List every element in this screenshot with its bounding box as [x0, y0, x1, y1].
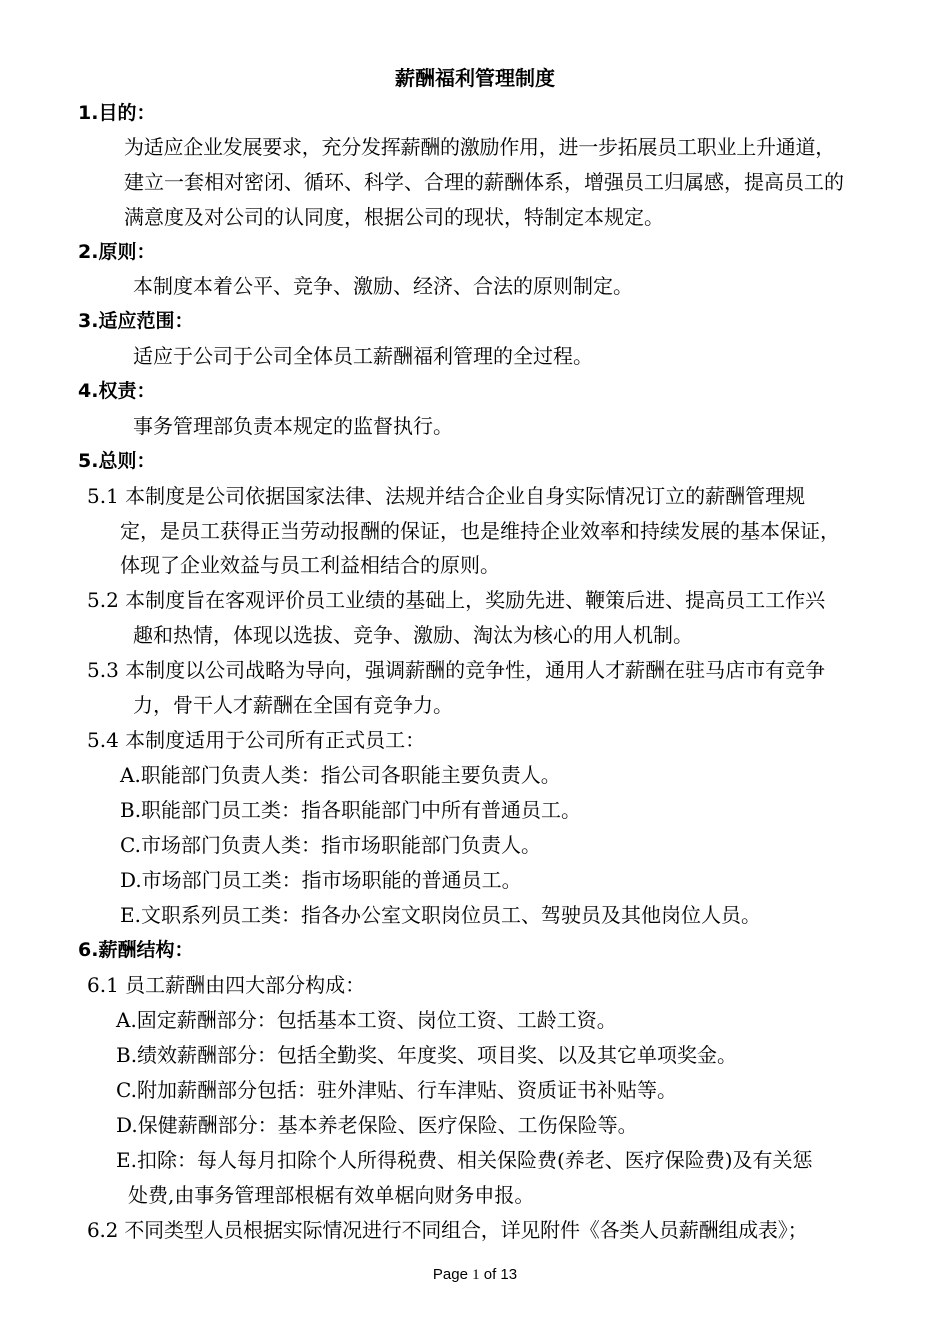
section-4-heading: 4.权责：	[78, 380, 156, 402]
section-6-line-7: 处费,由事务管理部根椐有效单椐向财务申报。	[128, 1183, 535, 1207]
section-5-line-8: 5.4 本制度适用于公司所有正式员工：	[87, 728, 426, 752]
section-5-line-10: B.职能部门员工类：指各职能部门中所有普通员工。	[120, 798, 582, 822]
section-5-line-2: 定，是员工获得正当劳动报酬的保证，也是维持企业效率和持续发展的基本保证，	[120, 519, 840, 543]
section-5-line-13: E.文职系列员工类：指各办公室文职岗位员工、驾驶员及其他岗位人员。	[120, 903, 761, 927]
page-number: 1	[472, 1267, 480, 1283]
section-6-line-5: D.保健薪酬部分：基本养老保险、医疗保险、工伤保险等。	[116, 1113, 638, 1137]
section-1-line-2: 建立一套相对密闭、循环、科学、合理的薪酬体系，增强员工归属感，提高员工的	[124, 170, 844, 194]
section-6-line-8: 6.2 不同类型人员根据实际情况进行不同组合，详见附件《各类人员薪酬组成表》；	[87, 1218, 808, 1242]
footer-suffix: of 13	[479, 1266, 518, 1283]
section-5-line-4: 5.2 本制度旨在客观评价员工业绩的基础上，奖励先进、鞭策后进、提高员工工作兴	[87, 588, 826, 612]
section-6-line-2: A.固定薪酬部分：包括基本工资、岗位工资、工龄工资。	[116, 1008, 617, 1032]
section-6-line-4: C.附加薪酬部分包括：驻外津贴、行车津贴、资质证书补贴等。	[116, 1078, 677, 1102]
section-5-line-9: A.职能部门负责人类：指公司各职能主要负责人。	[120, 763, 561, 787]
section-2-heading: 2.原则：	[78, 241, 156, 263]
section-2-line-1: 本制度本着公平、竞争、激励、经济、合法的原则制定。	[133, 274, 633, 298]
section-5-line-1: 5.1 本制度是公司依据国家法律、法规并结合企业自身实际情况订立的薪酬管理规	[87, 484, 806, 508]
section-5-heading: 5.总则：	[78, 450, 156, 472]
section-3-line-1: 适应于公司于公司全体员工薪酬福利管理的全过程。	[133, 344, 593, 368]
section-6-line-3: B.绩效薪酬部分：包括全勤奖、年度奖、项目奖、以及其它单项奖金。	[116, 1043, 738, 1067]
section-4-line-1: 事务管理部负责本规定的监督执行。	[133, 414, 453, 438]
section-1-line-1: 为适应企业发展要求，充分发挥薪酬的激励作用，进一步拓展员工职业上升通道，	[124, 135, 835, 159]
footer-prefix: Page	[432, 1266, 473, 1283]
section-6-heading: 6.薪酬结构：	[78, 939, 194, 961]
section-1-line-3: 满意度及对公司的认同度，根据公司的现状，特制定本规定。	[124, 205, 664, 229]
page-footer	[0, 1266, 950, 1284]
section-5-line-11: C.市场部门负责人类：指市场职能部门负责人。	[120, 833, 541, 857]
section-5-line-7: 力，骨干人才薪酬在全国有竞争力。	[133, 693, 453, 717]
section-5-line-3: 体现了企业效益与员工利益相结合的原则。	[120, 553, 500, 577]
section-5-line-6: 5.3 本制度以公司战略为导向，强调薪酬的竞争性，通用人才薪酬在驻马店市有竞争	[87, 658, 826, 682]
section-5-line-12: D.市场部门员工类：指市场职能的普通员工。	[120, 868, 522, 892]
section-5-line-5: 趣和热情，体现以选拔、竞争、激励、淘汰为核心的用人机制。	[133, 623, 693, 647]
section-1-heading: 1.目的：	[78, 102, 156, 124]
section-3-heading: 3.适应范围：	[78, 310, 194, 332]
section-6-line-6: E.扣除：每人每月扣除个人所得税费、相关保险费(养老、医疗保险费)及有关惩	[116, 1148, 813, 1172]
document-title: 薪酬福利管理制度	[395, 66, 555, 90]
section-6-line-1: 6.1 员工薪酬由四大部分构成：	[87, 973, 366, 997]
